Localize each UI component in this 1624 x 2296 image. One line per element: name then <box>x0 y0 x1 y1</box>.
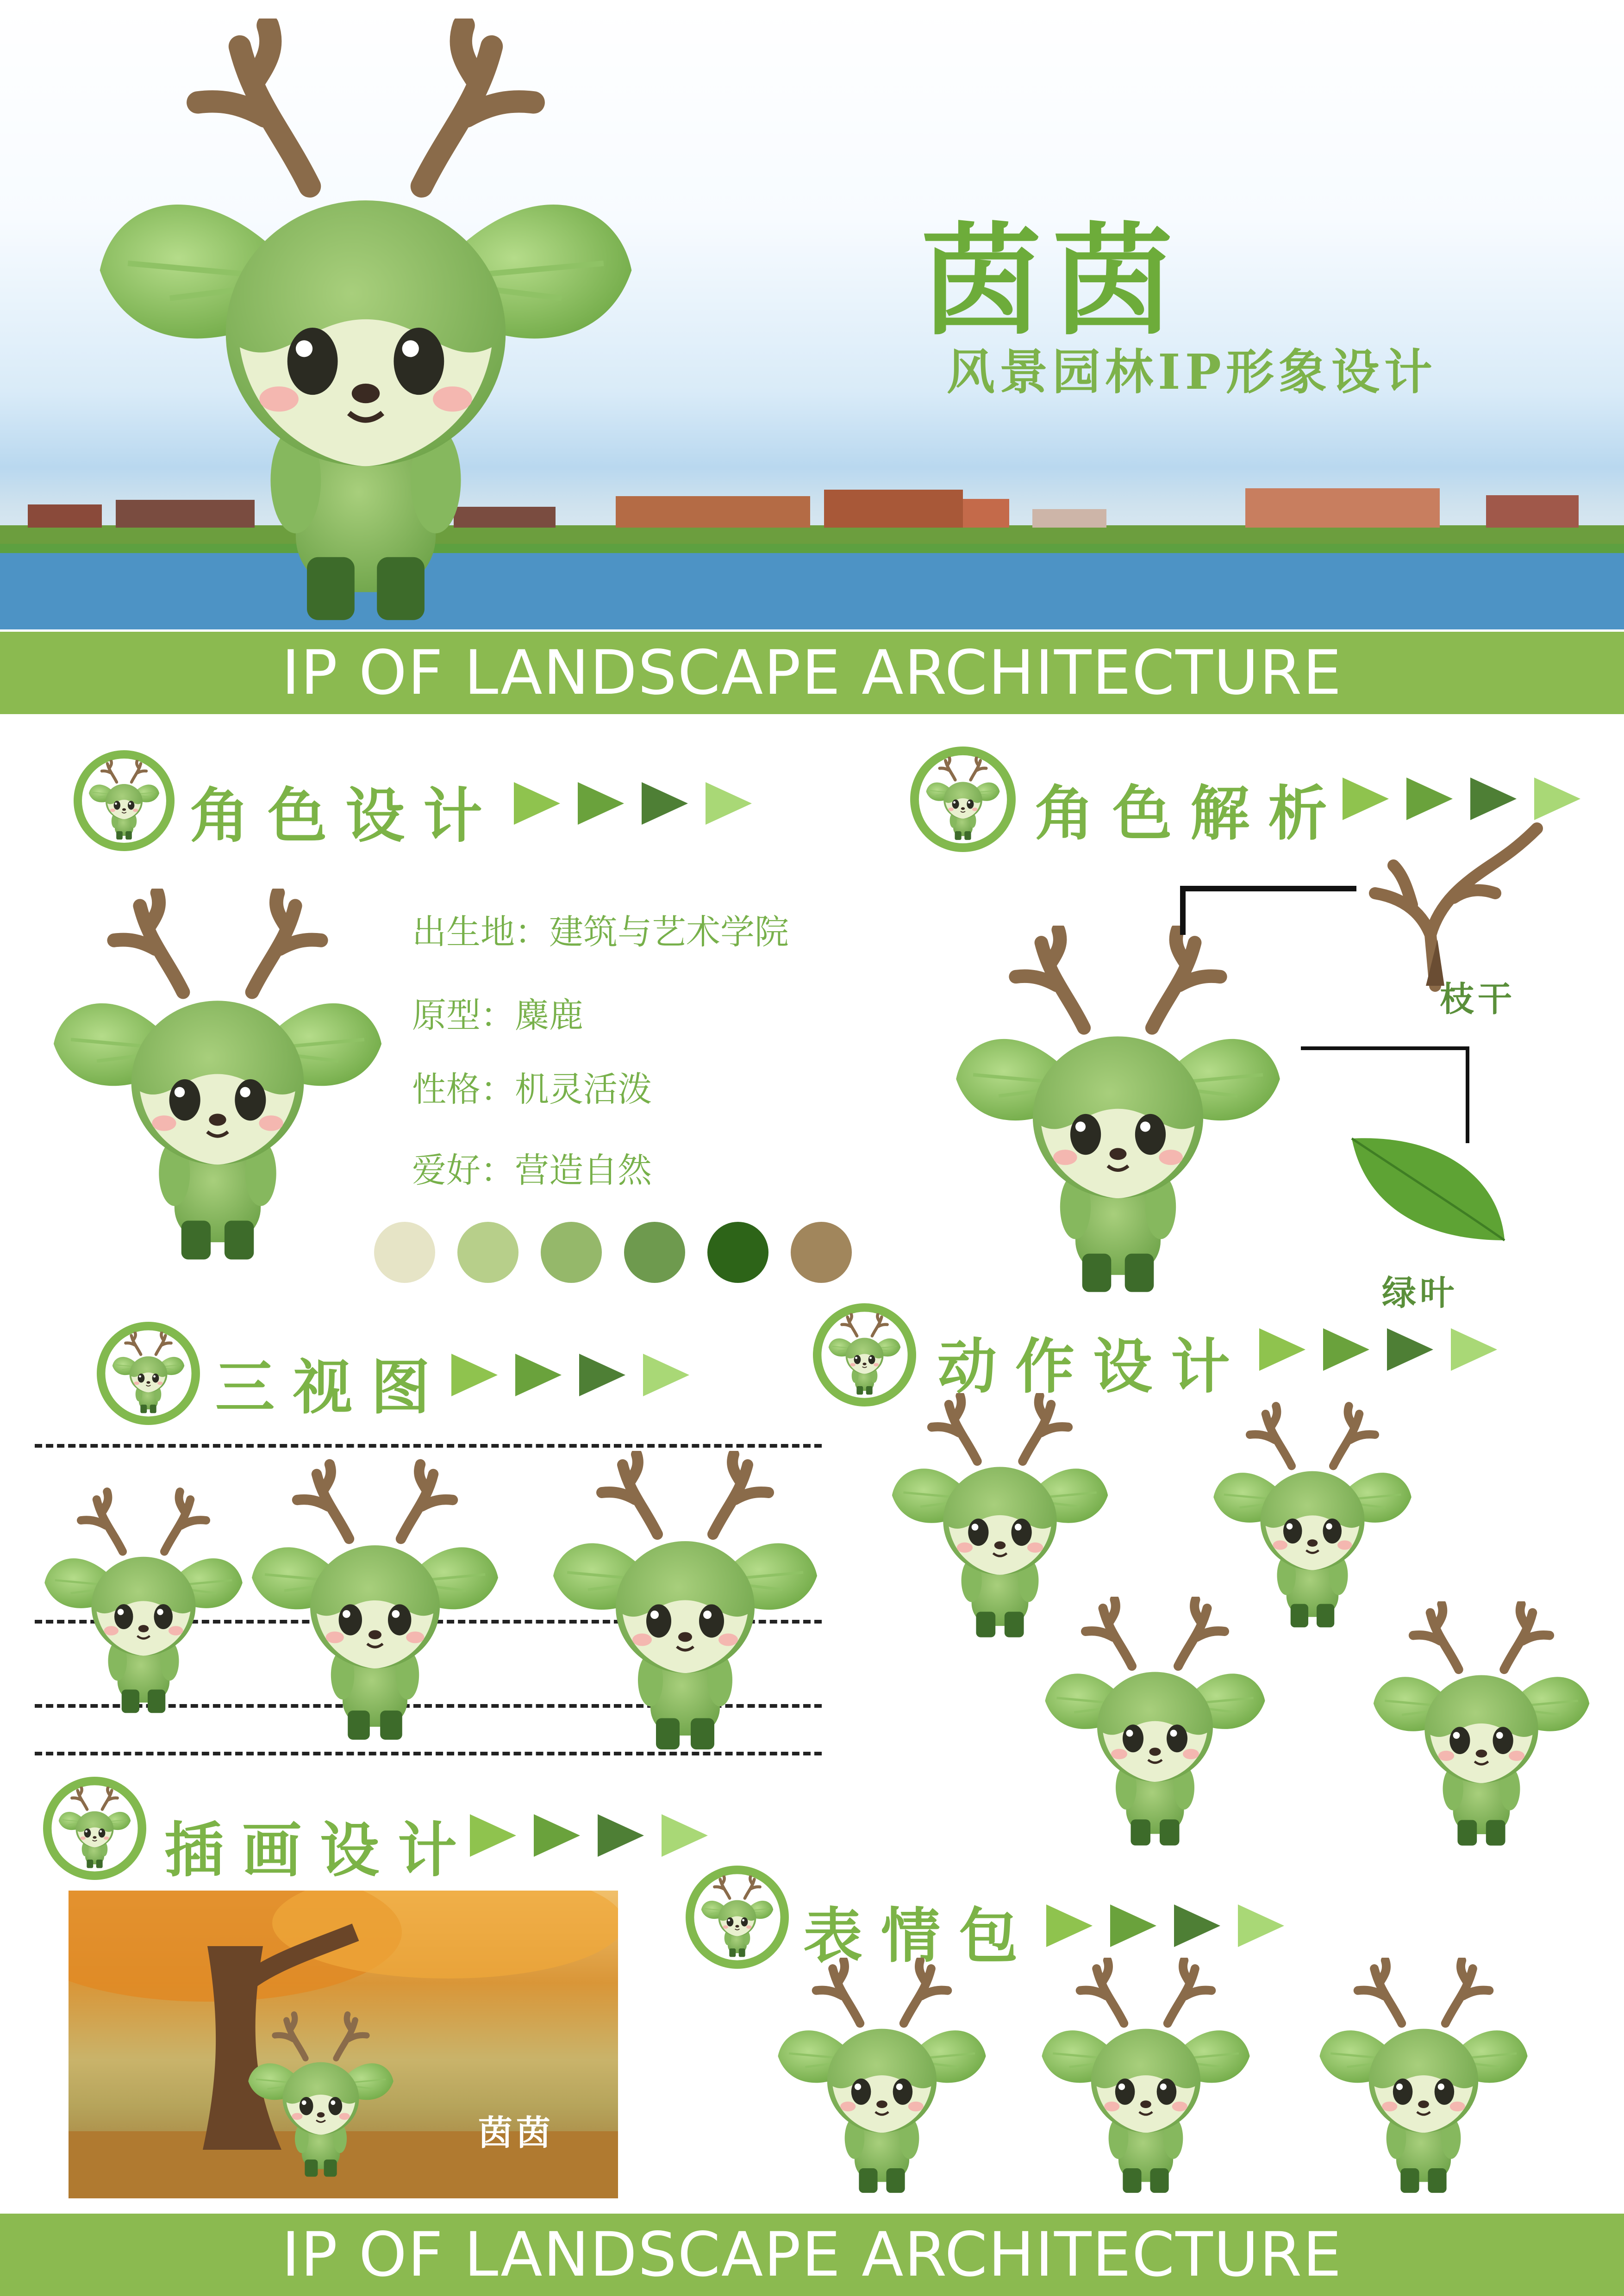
triangle-arrow-icon <box>662 1814 708 1857</box>
section-title-three-views: 三视图 <box>215 1353 449 1422</box>
triangle-arrow-icon <box>1323 1328 1369 1371</box>
triangle-arrow-icon <box>1046 1904 1093 1947</box>
mascot-front-figure <box>37 889 398 1268</box>
autumn-illustration <box>69 1891 618 2198</box>
triangle-arrow-icon <box>579 1354 625 1396</box>
palette-swatch <box>624 1222 685 1283</box>
triangle-arrow-icon <box>1238 1904 1284 1947</box>
section-title-action-design: 动作设计 <box>937 1332 1249 1401</box>
arrow-row <box>470 1814 708 1857</box>
page-title: 茵茵 <box>921 211 1184 352</box>
deer-mascot-icon <box>685 1865 789 1969</box>
triangle-arrow-icon <box>451 1354 498 1396</box>
section-title-sticker-pack: 表情包 <box>803 1901 1037 1971</box>
arrow-row <box>1259 1328 1497 1371</box>
deer-mascot-icon <box>73 750 175 852</box>
triangle-arrow-icon <box>1259 1328 1305 1371</box>
triangle-arrow-icon <box>1470 778 1517 820</box>
bottom-band: IP OF LANDSCAPE ARCHITECTURE <box>0 2214 1624 2296</box>
mascot-action-waving <box>1366 1601 1597 1851</box>
triangle-arrow-icon <box>1451 1328 1497 1371</box>
branch-icon <box>1343 819 1546 995</box>
color-palette <box>374 1222 852 1283</box>
triangle-arrow-icon <box>598 1814 644 1857</box>
triangle-arrow-icon <box>1174 1904 1220 1947</box>
illustration-caption: 茵茵 <box>478 2113 554 2153</box>
mascot-hero <box>69 19 662 632</box>
sticker-crying <box>764 1958 1000 2198</box>
page-subtitle: 风景园林IP形象设计 <box>947 343 1437 400</box>
triangle-arrow-icon <box>706 782 752 825</box>
sticker-laughing <box>1028 1958 1264 2198</box>
mascot-action-sitting <box>1037 1597 1273 1851</box>
sticker-arms-crossed <box>1305 1958 1542 2198</box>
triangle-arrow-icon <box>514 782 560 825</box>
mascot-side-view <box>39 1451 248 1756</box>
arrow-row <box>451 1354 689 1396</box>
label-leaf: 绿叶 <box>1382 1273 1458 1313</box>
leaf-icon <box>1343 1129 1518 1250</box>
palette-swatch <box>707 1222 768 1283</box>
arrow-row <box>1046 1904 1284 1947</box>
triangle-arrow-icon <box>1387 1328 1433 1371</box>
palette-swatch <box>791 1222 852 1283</box>
section-title-character-design: 角色设计 <box>190 781 501 851</box>
triangle-arrow-icon <box>1110 1904 1156 1947</box>
triangle-arrow-icon <box>515 1354 562 1396</box>
triangle-arrow-icon <box>642 782 688 825</box>
deer-mascot-icon <box>812 1303 917 1407</box>
profile-birthplace: 出生地：建筑与艺术学院 <box>412 912 789 952</box>
profile-hobby: 爱好：营造自然 <box>412 1151 652 1190</box>
profile-prototype: 原型：麋鹿 <box>412 996 583 1035</box>
deer-mascot-icon <box>43 1776 147 1880</box>
section-title-character-analysis: 角色解析 <box>1035 779 1346 848</box>
palette-swatch <box>457 1222 518 1283</box>
triangle-arrow-icon <box>470 1814 516 1857</box>
palette-swatch <box>374 1222 435 1283</box>
arrow-row <box>514 782 752 825</box>
triangle-arrow-icon <box>578 782 624 825</box>
arrow-row <box>1343 778 1580 820</box>
triangle-arrow-icon <box>1534 778 1580 820</box>
mascot-front-view <box>245 1451 505 1756</box>
palette-swatch <box>541 1222 602 1283</box>
label-branch: 枝干 <box>1440 979 1516 1019</box>
hero-banner <box>0 0 1624 632</box>
triangle-arrow-icon <box>643 1354 689 1396</box>
deer-mascot-icon <box>96 1321 200 1425</box>
triangle-arrow-icon <box>534 1814 580 1857</box>
mascot-back-view <box>546 1451 824 1756</box>
section-title-illustration-design: 插画设计 <box>164 1816 476 1885</box>
top-band: IP OF LANDSCAPE ARCHITECTURE <box>0 632 1624 714</box>
deer-mascot-icon <box>910 746 1016 852</box>
guide-line <box>35 1444 822 1448</box>
triangle-arrow-icon <box>1406 778 1453 820</box>
profile-personality: 性格：机灵活泼 <box>412 1070 652 1109</box>
triangle-arrow-icon <box>1343 778 1389 820</box>
